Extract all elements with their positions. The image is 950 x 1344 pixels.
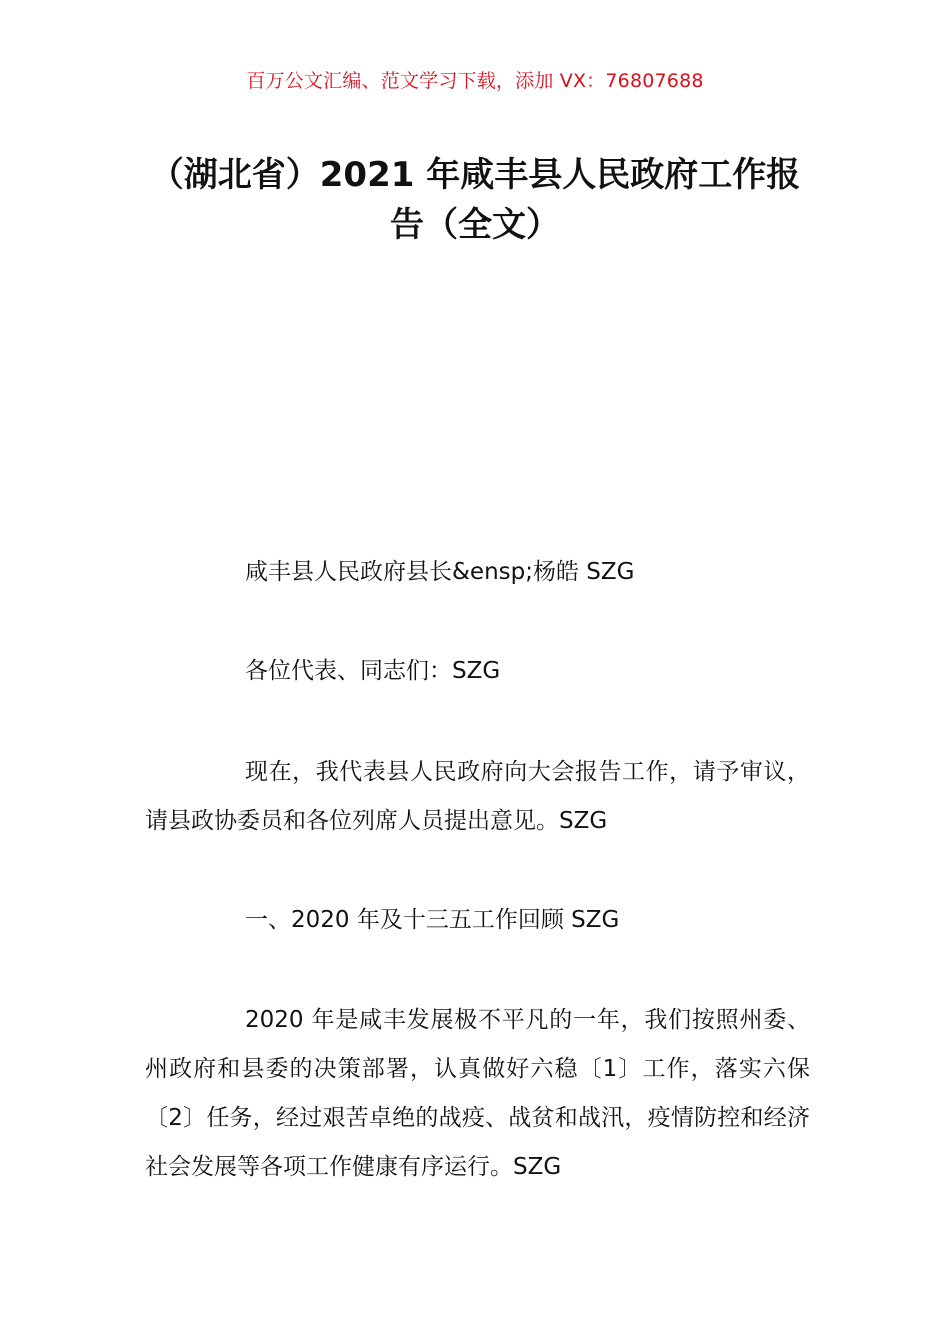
section-heading: 一、2020 年及十三五工作回顾 SZG [245, 907, 620, 933]
author-line: 咸丰县人民政府县长&ensp;杨皓 SZG [245, 559, 635, 585]
header-promo-note: 百万公文汇编、范文学习下载，添加 VX：76807688 [246, 70, 704, 92]
review-paragraph: 2020 年是咸丰发展极不平凡的一年，我们按照州委、州政府和县委的决策部署，认真做好六稳〔1〕工作，落实六保〔2〕任务，经过艰苦卓绝的战疫、战贫和战汛，疫情防控和经济社会发展等各项工作健康有序运行。SZG [145, 1007, 810, 1180]
document-title: （湖北省）2021 年咸丰县人民政府工作报告（全文） [149, 155, 801, 245]
greeting-paragraph: 各位代表、同志们：SZG [245, 658, 501, 684]
intro-paragraph: 现在，我代表县人民政府向大会报告工作，请予审议，请县政协委员和各位列席人员提出意见。SZG [145, 759, 810, 834]
